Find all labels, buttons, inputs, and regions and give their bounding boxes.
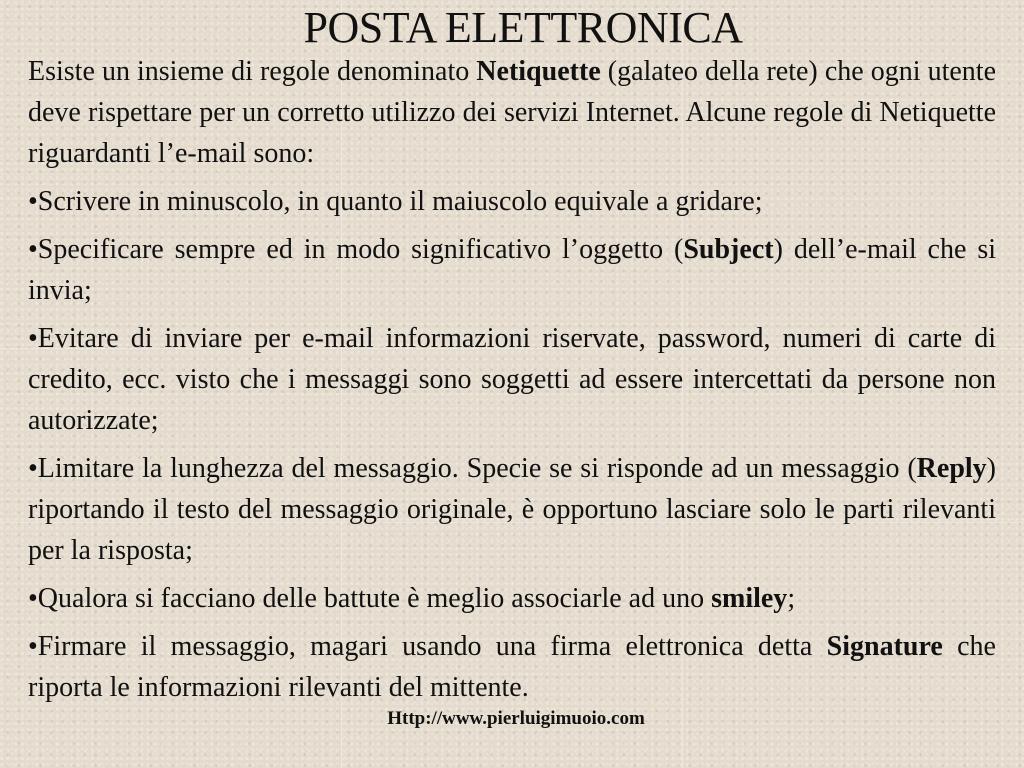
bullet-text: •Evitare di inviare per e-mail informazioni riservate, password, numeri di carte di credito, ecc. visto che i messaggi sono soggetti ad essere intercettati da persone non autorizzate; [28, 323, 996, 436]
bullet-bold-term: Subject [683, 234, 774, 265]
bullet-text: •Limitare la lunghezza del messaggio. Specie se si risponde ad un messaggio ( [28, 453, 917, 484]
page-title: POSTA ELETTRONICA [303, 3, 743, 52]
bullet-text: •Firmare il messaggio, magari usando una firma elettronica detta [28, 631, 827, 662]
bullet-item [28, 181, 996, 222]
intro-bold-term: Netiquette [476, 56, 601, 87]
bullet-text-end: che riporta le informazioni rilevanti del mittente. [28, 631, 996, 703]
bullet-text-end: ) riportando il testo del messaggio originale, è opportuno lasciare solo le parti rilevanti per la risposta; [28, 453, 996, 566]
intro-paragraph [28, 51, 996, 174]
bullet-text: •Specificare sempre ed in modo significativo l’oggetto ( [28, 234, 684, 265]
bullet-item [28, 318, 996, 441]
intro-text-end: (galateo della rete) che ogni utente deve rispettare per un corretto utilizzo dei servizi Internet. Alcune regole di Netiquette riguardanti l’e-mail sono: [28, 56, 996, 169]
bullet-item [28, 626, 996, 708]
bullet-text-end: ) dell’e-mail che si invia; [28, 234, 996, 306]
intro-text: Esiste un insieme di regole denominato [28, 56, 477, 87]
bullet-item [28, 448, 996, 571]
bullet-text-end: ; [787, 583, 796, 614]
bullet-text: •Scrivere in minuscolo, in quanto il maiuscolo equivale a gridare; [28, 186, 763, 217]
bullet-item [28, 229, 996, 311]
slide-body [28, 51, 996, 715]
bullet-text: •Qualora si facciano delle battute è meglio associarle ad uno [28, 583, 712, 614]
bullet-bold-term: Signature [826, 631, 943, 662]
bullet-bold-term: Reply [916, 453, 987, 484]
bullet-item [28, 578, 996, 619]
bullet-bold-term: smiley [711, 583, 788, 614]
footer-url: Http://www.pierluigimuoio.com [387, 708, 645, 729]
